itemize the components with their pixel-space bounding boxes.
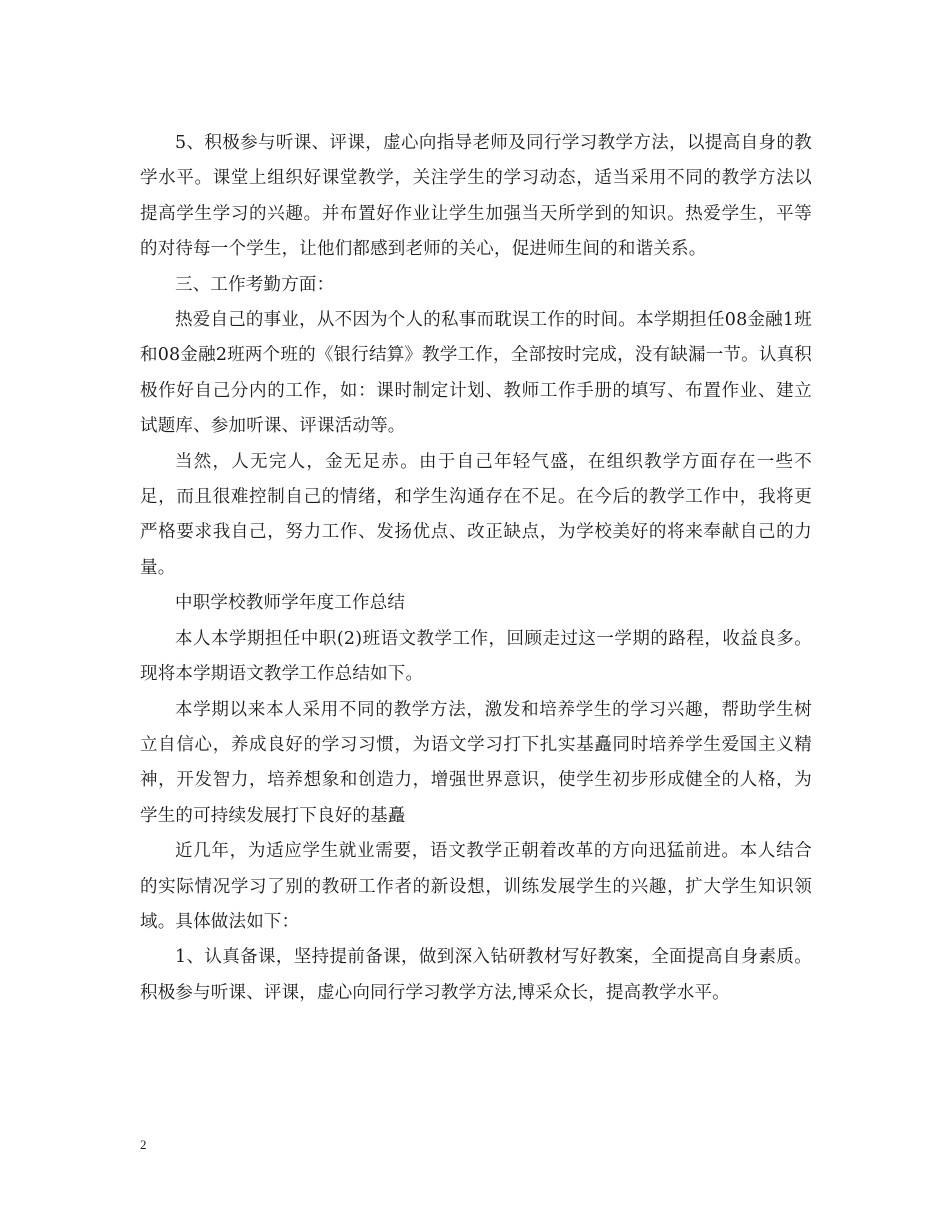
section-heading-attendance: 三、工作考勤方面： <box>175 274 335 295</box>
document-subtitle: 中职学校教师学年度工作总结 <box>175 593 406 614</box>
page-number: 2 <box>140 1137 147 1152</box>
paragraph-shortcomings: 当然，人无完人，金无足赤。由于自己年轻气盛，在组织教学方面存在一些不足，而且很难控制自己的情绪，和学生沟通存在不足。在今后的教学工作中，我将更严格要求我自己，努力工作、发扬优点、改正缺点，为学校美好的将来奉献自己的力量。 <box>140 451 812 578</box>
paragraph-reform: 近几年，为适应学生就业需要，语文教学正朝着改革的方向迅猛前进。本人结合的实际情况学习了别的教研工作者的新设想，训练发展学生的兴趣，扩大学生知识领域。具体做法如下： <box>140 841 812 932</box>
paragraph-lesson-prep: 1、认真备课，坚持提前备课，做到深入钻研教材写好教案，全面提高自身素质。积极参与听课、评课，虚心向同行学习教学方法,博采众长，提高教学水平。 <box>140 947 812 1003</box>
paragraph-intro: 本人本学期担任中职(2)班语文教学工作，回顾走过这一学期的路程，收益良多。现将本学期语文教学工作总结如下。 <box>140 628 812 685</box>
paragraph-attendance: 热爱自己的事业，从不因为个人的私事而耽误工作的时间。本学期担任08金融1班和08金融2班两个班的《银行结算》教学工作，全部按时完成，没有缺漏一节。认真积极作好自己分内的工作，如：课时制定计划、教师工作手册的填写、布置作业、建立试题库、参加听课、评课活动等。 <box>140 310 812 437</box>
paragraph-observe-lessons: 5、积极参与听课、评课，虚心向指导老师及同行学习教学方法，以提高自身的教学水平。课堂上组织好课堂教学，关注学生的学习动态，适当采用不同的教学方法以提高学生学习的兴趣。并布置好作业让学生加强当天所学到的知识。热爱学生，平等的对待每一个学生，让他们都感到老师的关心，促进师生间的和谐关系。 <box>140 133 812 260</box>
paragraph-teaching-methods: 本学期以来本人采用不同的教学方法，激发和培养学生的学习兴趣，帮助学生树立自信心，养成良好的学习习惯，为语文学习打下扎实基矗同时培养学生爱国主义精神，开发智力，培养想象和创造力，增强世界意识，使学生初步形成健全的人格，为学生的可持续发展打下良好的基矗 <box>140 699 812 826</box>
document-body <box>140 126 812 1011</box>
